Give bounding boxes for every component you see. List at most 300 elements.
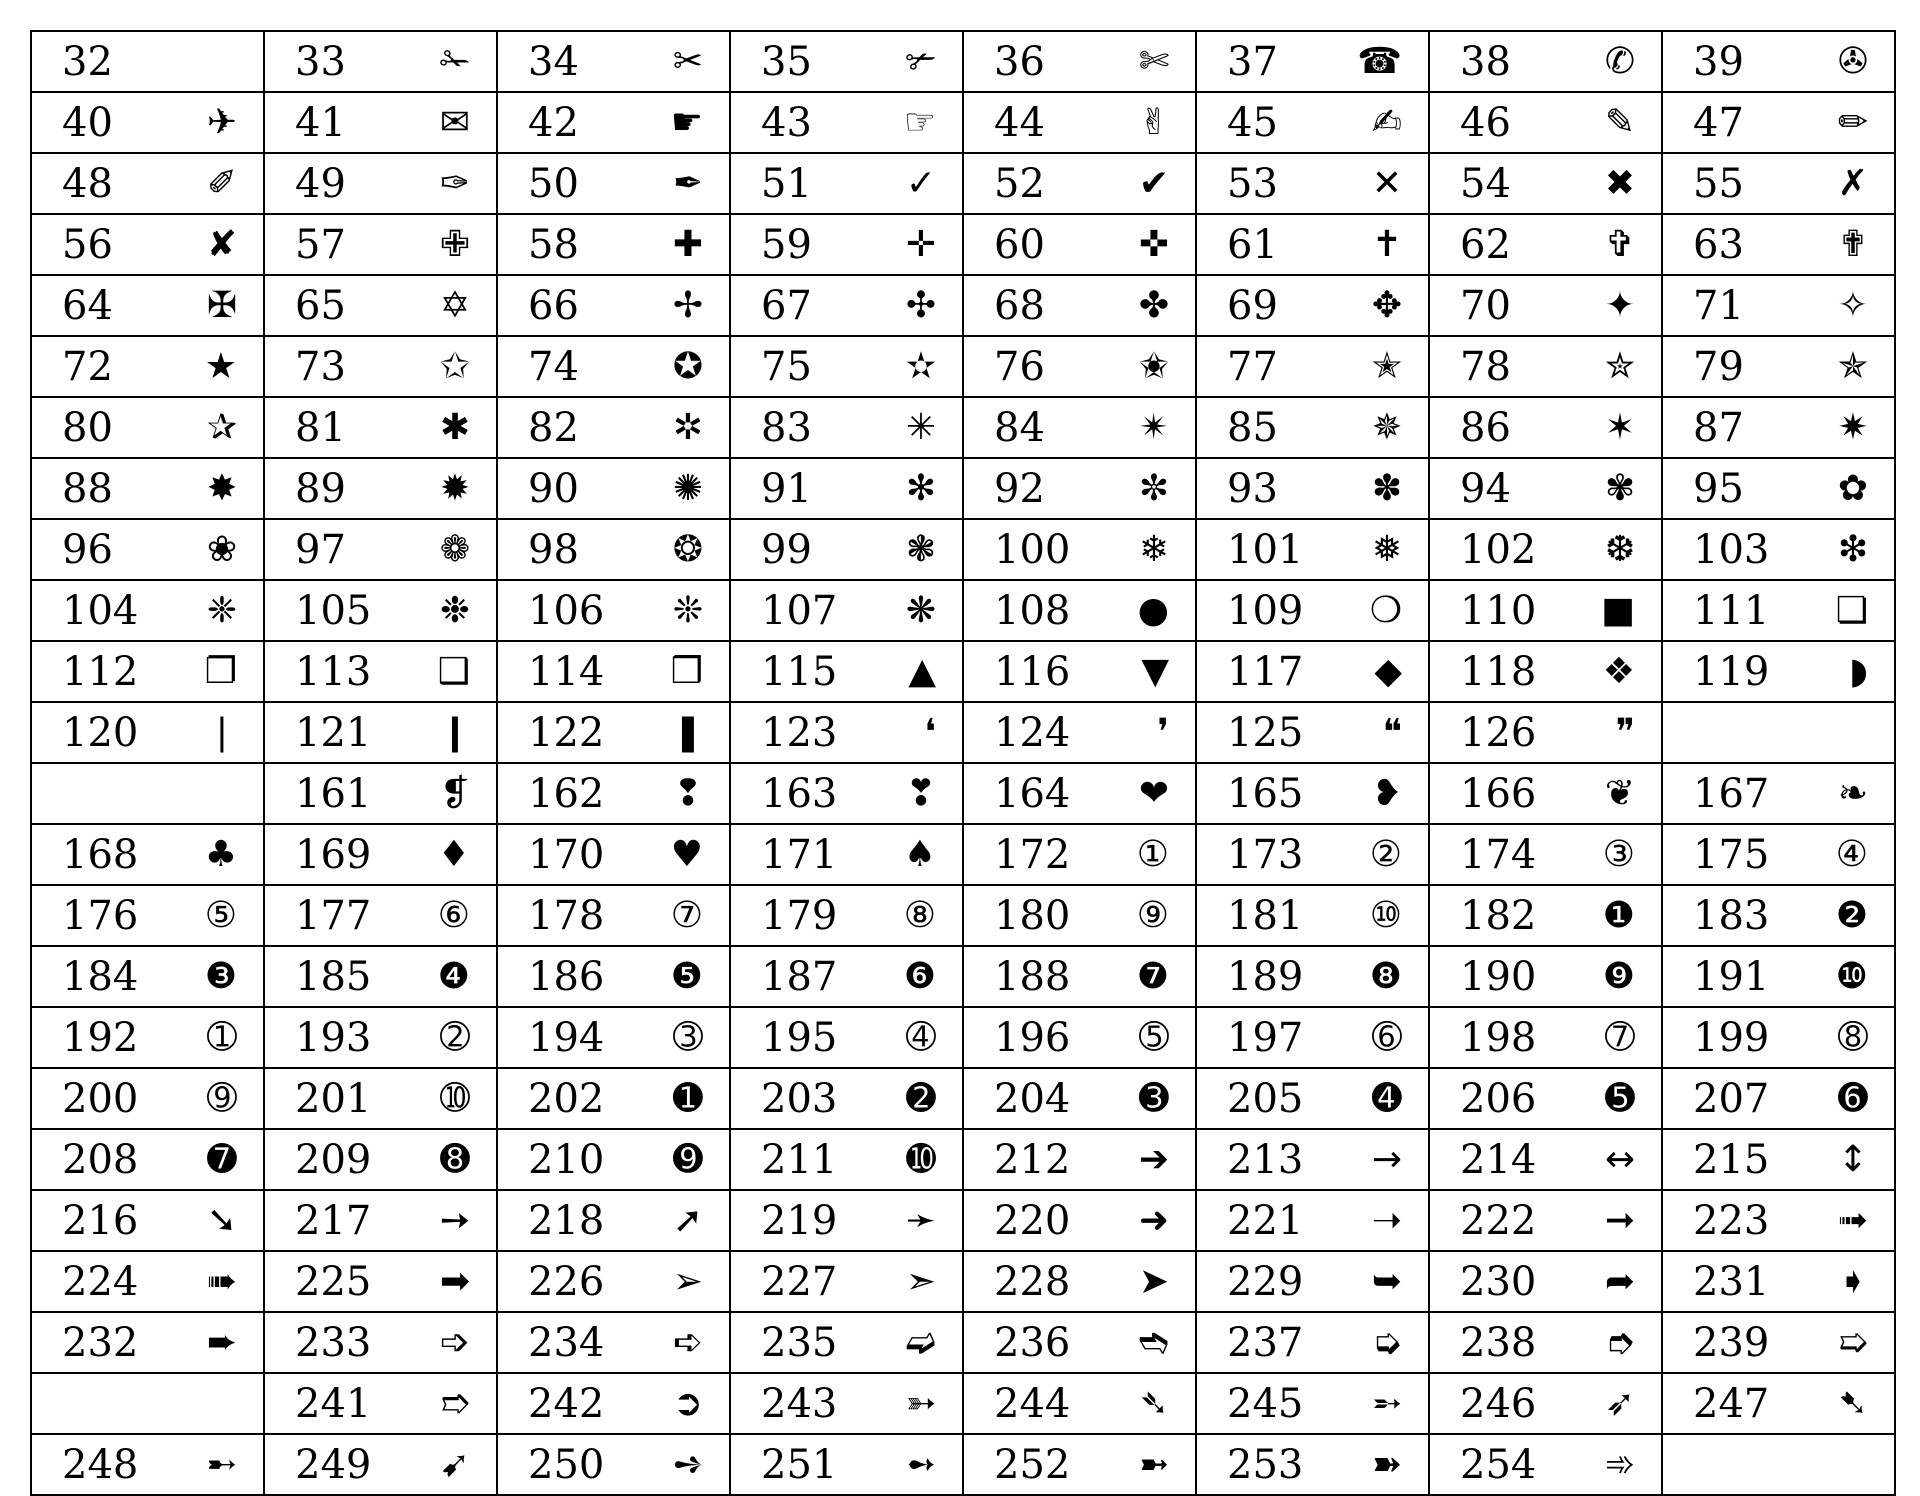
dingbat-glyph-icon: ➋ <box>905 1077 936 1119</box>
table-cell <box>730 702 963 763</box>
char-code: 45 <box>1227 99 1278 146</box>
dingbat-glyph-icon: ✙ <box>439 223 470 265</box>
char-code: 40 <box>62 99 113 146</box>
cell-content <box>295 947 470 1006</box>
dingbat-glyph-icon: ▼ <box>1141 650 1169 692</box>
dingbat-glyph-icon: ❷ <box>1835 894 1868 936</box>
char-code: 242 <box>528 1380 605 1427</box>
table-cell <box>1196 397 1429 458</box>
dingbat-glyph-icon: ✓ <box>905 162 936 204</box>
dingbat-glyph-icon: ❁ <box>439 528 470 570</box>
char-code: 249 <box>295 1441 372 1488</box>
table-row <box>31 580 1895 641</box>
table-cell <box>963 641 1196 702</box>
cell-content <box>528 764 703 823</box>
dingbat-glyph-icon: ❖ <box>1602 650 1635 692</box>
cell-content <box>1227 1069 1402 1128</box>
dingbat-glyph-icon: ➀ <box>206 1016 237 1058</box>
char-code: 96 <box>62 526 113 573</box>
char-code: 230 <box>1460 1258 1537 1305</box>
table-cell <box>1662 946 1895 1007</box>
cell-content <box>761 1313 936 1372</box>
char-code: 105 <box>295 587 372 634</box>
char-code: 93 <box>1227 465 1278 512</box>
char-code: 210 <box>528 1136 605 1183</box>
table-row <box>31 1373 1895 1434</box>
char-code: 74 <box>528 343 579 390</box>
dingbat-glyph-icon: ➢ <box>672 1260 703 1302</box>
dingbat-glyph-icon: ➊ <box>672 1077 703 1119</box>
table-row <box>31 275 1895 336</box>
table-cell <box>963 1068 1196 1129</box>
dingbat-glyph-icon: ➘ <box>206 1199 237 1241</box>
table-cell <box>31 1373 264 1434</box>
cell-content <box>761 764 936 823</box>
cell-content <box>295 886 470 945</box>
char-code: 246 <box>1460 1380 1537 1427</box>
char-code: 248 <box>62 1441 139 1488</box>
dingbat-glyph-icon: ✹ <box>439 467 470 509</box>
cell-content <box>1227 215 1402 274</box>
table-cell <box>264 31 497 92</box>
cell-content <box>528 154 703 213</box>
dingbat-glyph-icon: ✿ <box>1837 467 1868 509</box>
table-cell <box>1662 580 1895 641</box>
cell-content <box>1227 1130 1402 1189</box>
char-code: 202 <box>528 1075 605 1122</box>
char-code: 194 <box>528 1014 605 1061</box>
dingbat-glyph-icon: ➟ <box>1837 1199 1868 1241</box>
char-code: 233 <box>295 1319 372 1366</box>
dingbat-glyph-icon: ❾ <box>1602 955 1635 997</box>
char-code: 225 <box>295 1258 372 1305</box>
table-cell <box>497 1251 730 1312</box>
cell-content <box>994 32 1169 91</box>
char-code: 70 <box>1460 282 1511 329</box>
char-code: 109 <box>1227 587 1304 634</box>
dingbat-glyph-icon: ◆ <box>1374 650 1402 692</box>
cell-content <box>994 215 1169 274</box>
table-cell <box>1429 519 1662 580</box>
dingbat-glyph-icon: ✦ <box>1604 284 1635 326</box>
dingbat-glyph-icon: ➦ <box>1604 1260 1635 1302</box>
char-code: 169 <box>295 831 372 878</box>
table-cell <box>1196 458 1429 519</box>
dingbat-glyph-icon: ❸ <box>204 955 237 997</box>
cell-content <box>528 1008 703 1067</box>
table-cell <box>264 1129 497 1190</box>
dingbat-glyph-icon: ❞ <box>1615 711 1635 753</box>
cell-content <box>1227 32 1402 91</box>
table-cell <box>1662 397 1895 458</box>
cell-content <box>62 1069 237 1128</box>
char-code: 229 <box>1227 1258 1304 1305</box>
dingbat-glyph-icon: ✸ <box>206 467 237 509</box>
table-cell <box>31 214 264 275</box>
dingbat-glyph-icon: ❣ <box>905 772 936 814</box>
cell-content <box>1693 886 1868 945</box>
char-code: 46 <box>1460 99 1511 146</box>
char-code: 184 <box>62 953 139 1000</box>
table-cell <box>730 1190 963 1251</box>
table-cell <box>31 1312 264 1373</box>
cell-content <box>994 154 1169 213</box>
cell-content <box>1693 215 1868 274</box>
dingbat-glyph-icon: ✔ <box>1138 162 1169 204</box>
table-cell <box>963 946 1196 1007</box>
table-cell <box>1429 397 1662 458</box>
table-cell <box>730 641 963 702</box>
dingbat-glyph-icon: ① <box>1136 833 1169 875</box>
table-cell <box>1662 1251 1895 1312</box>
char-code: 198 <box>1460 1014 1537 1061</box>
table-cell <box>497 92 730 153</box>
char-code: 48 <box>62 160 113 207</box>
cell-content <box>295 1374 470 1433</box>
table-row <box>31 1007 1895 1068</box>
dingbat-glyph-icon: ✣ <box>905 284 936 326</box>
cell-content <box>528 642 703 701</box>
table-cell <box>963 31 1196 92</box>
dingbat-glyph-icon: ③ <box>1602 833 1635 875</box>
dingbat-glyph-icon: ➏ <box>1837 1077 1868 1119</box>
dingbat-glyph-icon: ➛ <box>905 1199 936 1241</box>
char-code: 231 <box>1693 1258 1770 1305</box>
table-cell <box>1662 153 1895 214</box>
dingbat-glyph-icon: ❙ <box>439 711 470 753</box>
dingbat-glyph-icon: ➑ <box>439 1138 470 1180</box>
table-cell <box>264 397 497 458</box>
table-cell <box>730 336 963 397</box>
char-code: 47 <box>1693 99 1744 146</box>
cell-content <box>1693 276 1868 335</box>
char-code: 189 <box>1227 953 1304 1000</box>
cell-content <box>62 520 237 579</box>
dingbat-glyph-icon: ❻ <box>903 955 936 997</box>
dingbat-glyph-icon: ❋ <box>905 589 936 631</box>
cell-content <box>1227 520 1402 579</box>
table-cell <box>730 1007 963 1068</box>
cell-content <box>62 459 237 518</box>
char-code: 71 <box>1693 282 1744 329</box>
char-code: 72 <box>62 343 113 390</box>
dingbat-glyph-icon: ❦ <box>1604 772 1635 814</box>
cell-content <box>295 337 470 396</box>
table-cell <box>264 458 497 519</box>
cell-content <box>62 32 237 91</box>
dingbat-glyph-icon: ❡ <box>439 772 470 814</box>
table-cell <box>264 1007 497 1068</box>
table-cell <box>497 641 730 702</box>
dingbat-glyph-icon: ➎ <box>1604 1077 1635 1119</box>
cell-content <box>295 1130 470 1189</box>
cell-content <box>1693 581 1868 640</box>
char-code: 77 <box>1227 343 1278 390</box>
char-code: 63 <box>1693 221 1744 268</box>
table-cell <box>1196 214 1429 275</box>
cell-content <box>62 276 237 335</box>
dingbat-glyph-icon: ➲ <box>672 1382 703 1424</box>
cell-content <box>295 1435 470 1494</box>
char-code: 55 <box>1693 160 1744 207</box>
table-cell <box>1429 824 1662 885</box>
cell-content <box>1227 459 1402 518</box>
cell-content <box>528 93 703 152</box>
cell-content <box>1693 337 1868 396</box>
table-cell <box>1429 214 1662 275</box>
cell-content <box>62 1435 237 1494</box>
cell-content <box>994 398 1169 457</box>
char-code: 88 <box>62 465 113 512</box>
char-code: 84 <box>994 404 1045 451</box>
char-code: 223 <box>1693 1197 1770 1244</box>
char-code: 217 <box>295 1197 372 1244</box>
cell-content <box>1460 154 1635 213</box>
dingbat-glyph-icon: ④ <box>1835 833 1868 875</box>
table-cell <box>1196 885 1429 946</box>
char-code: 61 <box>1227 221 1278 268</box>
char-code: 218 <box>528 1197 605 1244</box>
cell-content <box>62 215 237 274</box>
dingbat-glyph-icon: ❝ <box>1382 711 1402 753</box>
table-cell <box>963 275 1196 336</box>
dingbat-glyph-icon: ❢ <box>672 772 703 814</box>
table-cell <box>497 580 730 641</box>
dingbat-glyph-icon: ❛ <box>924 711 936 753</box>
char-code: 193 <box>295 1014 372 1061</box>
cell-content <box>528 398 703 457</box>
dingbat-glyph-icon: ✉ <box>439 101 470 143</box>
table-cell <box>963 1312 1196 1373</box>
cell-content <box>62 764 237 823</box>
char-code: 212 <box>994 1136 1071 1183</box>
cell-content <box>62 825 237 884</box>
dingbat-glyph-icon: ✞ <box>1604 223 1635 265</box>
char-code: 65 <box>295 282 346 329</box>
table-cell <box>1662 824 1895 885</box>
char-code: 224 <box>62 1258 139 1305</box>
dingbat-glyph-icon: ✤ <box>1138 284 1169 326</box>
cell-content <box>761 886 936 945</box>
dingbat-glyph-icon: ✘ <box>206 223 237 265</box>
char-code: 167 <box>1693 770 1770 817</box>
table-cell <box>1196 763 1429 824</box>
dingbat-glyph-icon: ➇ <box>1837 1016 1868 1058</box>
char-code: 85 <box>1227 404 1278 451</box>
cell-content <box>1460 947 1635 1006</box>
table-cell <box>497 458 730 519</box>
dingbat-glyph-icon: ➷ <box>1837 1382 1868 1424</box>
table-cell <box>1662 275 1895 336</box>
cell-content <box>1460 276 1635 335</box>
dingbat-glyph-icon: ♣ <box>204 833 237 875</box>
table-cell <box>1196 92 1429 153</box>
dingbat-glyph-icon: ☞ <box>903 101 936 143</box>
cell-content <box>761 1069 936 1128</box>
dingbat-glyph-icon: ❈ <box>206 589 237 631</box>
cell-content <box>62 947 237 1006</box>
cell-content <box>62 1008 237 1067</box>
table-cell <box>730 31 963 92</box>
table-cell <box>963 458 1196 519</box>
char-code: 175 <box>1693 831 1770 878</box>
cell-content <box>994 93 1169 152</box>
table-cell <box>963 214 1196 275</box>
dingbat-glyph-icon: ❑ <box>437 650 470 692</box>
char-code: 36 <box>994 38 1045 85</box>
dingbat-glyph-icon: ✎ <box>1604 101 1635 143</box>
dingbat-glyph-icon: ✠ <box>206 284 237 326</box>
char-code: 41 <box>295 99 346 146</box>
cell-content <box>62 1252 237 1311</box>
dingbat-glyph-icon: ❀ <box>206 528 237 570</box>
char-code: 208 <box>62 1136 139 1183</box>
cell-content <box>528 32 703 91</box>
dingbat-glyph-icon: ♠ <box>903 833 936 875</box>
table-cell <box>31 92 264 153</box>
dingbat-glyph-icon: ➉ <box>439 1077 470 1119</box>
table-cell <box>730 214 963 275</box>
char-code: 192 <box>62 1014 139 1061</box>
dingbat-glyph-icon: ✵ <box>1371 406 1402 448</box>
cell-content <box>1693 1008 1868 1067</box>
char-code: 50 <box>528 160 579 207</box>
dingbat-glyph-icon: ❧ <box>1837 772 1868 814</box>
table-cell <box>963 92 1196 153</box>
cell-content <box>528 337 703 396</box>
char-code: 199 <box>1693 1014 1770 1061</box>
table-cell <box>1429 31 1662 92</box>
char-code: 56 <box>62 221 113 268</box>
cell-content <box>1227 1008 1402 1067</box>
dingbat-glyph-icon: ⑩ <box>1369 894 1402 936</box>
char-code: 99 <box>761 526 812 573</box>
table-cell <box>1662 1373 1895 1434</box>
char-code: 52 <box>994 160 1045 207</box>
table-cell <box>497 1373 730 1434</box>
dingbat-glyph-icon: ✲ <box>672 406 703 448</box>
cell-content <box>994 1374 1169 1433</box>
dingbat-glyph-icon: ➜ <box>1138 1199 1169 1241</box>
table-cell <box>31 763 264 824</box>
char-code: 166 <box>1460 770 1537 817</box>
table-row <box>31 92 1895 153</box>
table-cell <box>31 1190 264 1251</box>
table-cell <box>1196 580 1429 641</box>
table-cell <box>1196 702 1429 763</box>
char-code: 173 <box>1227 831 1304 878</box>
table-cell <box>1429 153 1662 214</box>
dingbat-glyph-icon: ❜ <box>1157 711 1169 753</box>
cell-content <box>528 1069 703 1128</box>
dingbat-glyph-icon: ➪ <box>672 1321 703 1363</box>
char-code: 122 <box>528 709 605 756</box>
table-cell <box>963 1129 1196 1190</box>
table-cell <box>1662 214 1895 275</box>
char-code: 214 <box>1460 1136 1537 1183</box>
table-cell <box>264 763 497 824</box>
char-code: 76 <box>994 343 1045 390</box>
cell-content <box>1227 1252 1402 1311</box>
dingbat-glyph-icon: ✰ <box>206 406 237 448</box>
cell-content <box>528 947 703 1006</box>
table-cell <box>1429 1068 1662 1129</box>
table-cell <box>730 1251 963 1312</box>
table-cell <box>264 336 497 397</box>
char-code: 247 <box>1693 1380 1770 1427</box>
dingbat-glyph-icon: ❶ <box>1602 894 1635 936</box>
char-code: 68 <box>994 282 1045 329</box>
char-code: 162 <box>528 770 605 817</box>
cell-content <box>994 581 1169 640</box>
table-cell <box>1196 824 1429 885</box>
dingbat-glyph-icon: ✜ <box>1138 223 1169 265</box>
char-code: 170 <box>528 831 605 878</box>
char-code: 67 <box>761 282 812 329</box>
table-cell <box>1196 1312 1429 1373</box>
dingbat-glyph-icon: ● <box>1137 589 1169 631</box>
cell-content <box>528 1191 703 1250</box>
cell-content <box>1227 947 1402 1006</box>
cell-content <box>761 1252 936 1311</box>
cell-content <box>1227 154 1402 213</box>
dingbat-glyph-icon: ✥ <box>1371 284 1402 326</box>
cell-content <box>1227 93 1402 152</box>
dingbat-glyph-icon: ➯ <box>1837 1321 1868 1363</box>
table-row <box>31 214 1895 275</box>
char-code: 54 <box>1460 160 1511 207</box>
cell-content <box>295 32 470 91</box>
table-cell <box>1196 275 1429 336</box>
table-cell <box>31 275 264 336</box>
dingbat-glyph-icon: ✳ <box>905 406 936 448</box>
cell-content <box>994 703 1169 762</box>
char-code: 241 <box>295 1380 372 1427</box>
table-cell <box>31 336 264 397</box>
char-code: 92 <box>994 465 1045 512</box>
char-code: 211 <box>761 1136 838 1183</box>
dingbat-glyph-icon: ☎ <box>1357 40 1402 82</box>
char-code: 94 <box>1460 465 1511 512</box>
char-code: 200 <box>62 1075 139 1122</box>
table-cell <box>1196 1068 1429 1129</box>
cell-content <box>528 520 703 579</box>
dingbat-glyph-icon: ➚ <box>672 1199 703 1241</box>
dingbat-glyph-icon: ➝ <box>1371 1199 1402 1241</box>
char-code: 62 <box>1460 221 1511 268</box>
cell-content <box>1227 1191 1402 1250</box>
table-cell <box>264 641 497 702</box>
cell-content <box>295 398 470 457</box>
dingbat-glyph-icon: ❍ <box>1369 589 1402 631</box>
table-cell <box>497 1190 730 1251</box>
char-code: 205 <box>1227 1075 1304 1122</box>
table-cell <box>31 458 264 519</box>
char-code: 104 <box>62 587 139 634</box>
table-cell <box>1662 641 1895 702</box>
table-cell <box>1429 885 1662 946</box>
char-code: 186 <box>528 953 605 1000</box>
dingbat-glyph-icon: → <box>1371 1138 1402 1180</box>
dingbat-glyph-icon: ❉ <box>439 589 470 631</box>
dingbat-glyph-icon: ✻ <box>905 467 936 509</box>
char-code: 239 <box>1693 1319 1770 1366</box>
table-cell <box>31 885 264 946</box>
table-row <box>31 946 1895 1007</box>
dingbat-glyph-icon: ✬ <box>1138 345 1169 387</box>
dingbat-glyph-icon: ❺ <box>670 955 703 997</box>
char-code: 180 <box>994 892 1071 939</box>
